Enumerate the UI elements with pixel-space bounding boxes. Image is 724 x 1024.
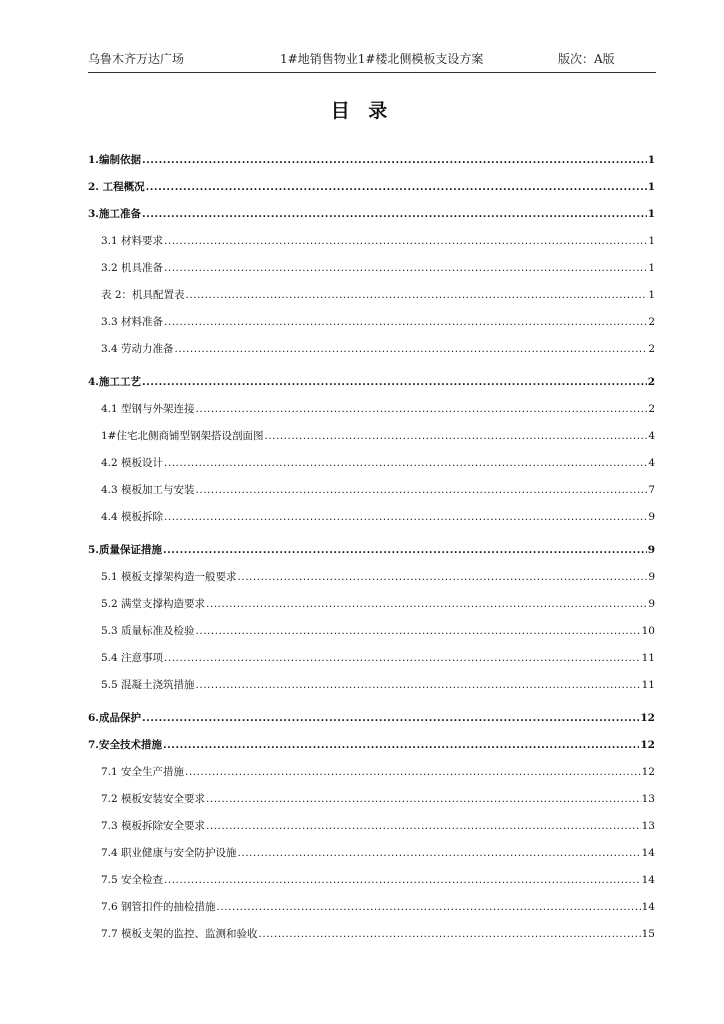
toc-leader bbox=[238, 846, 641, 860]
toc-entry-page: 1 bbox=[647, 154, 655, 166]
toc-entry-label: 3.4 劳动力准备 bbox=[101, 343, 174, 355]
toc-entry-label: 4.2 模板设计 bbox=[101, 457, 164, 469]
toc-entry[interactable] bbox=[88, 416, 655, 443]
header-doc-title: 1#地销售物业1#楼北侧模板支设方案 bbox=[280, 52, 484, 66]
toc-leader bbox=[164, 234, 647, 248]
toc-leader bbox=[259, 927, 641, 941]
page-header bbox=[88, 50, 656, 73]
toc-entry-page: 1 bbox=[647, 181, 655, 193]
toc-entry[interactable] bbox=[88, 665, 655, 692]
toc-leader bbox=[164, 261, 647, 275]
toc-entry-page: 11 bbox=[641, 679, 655, 691]
toc-entry-label: 4.1 型钢与外架连接 bbox=[101, 403, 195, 415]
toc-entry-page: 2 bbox=[648, 403, 655, 415]
table-of-contents bbox=[88, 140, 655, 941]
toc-entry-label: 7.6 钢管扣件的抽检措施 bbox=[101, 901, 216, 913]
toc-entry[interactable] bbox=[88, 833, 655, 860]
toc-entry-page: 12 bbox=[641, 766, 655, 778]
toc-entry-page: 4 bbox=[648, 457, 655, 469]
toc-leader bbox=[146, 180, 647, 194]
toc-entry-page: 1 bbox=[647, 208, 655, 220]
toc-entry-page: 9 bbox=[647, 544, 655, 556]
toc-entry-page: 1 bbox=[648, 289, 655, 301]
toc-leader bbox=[185, 765, 641, 779]
toc-entry[interactable] bbox=[88, 860, 655, 887]
toc-entry[interactable] bbox=[88, 497, 655, 524]
toc-entry-label: 5.2 满堂支撑构造要求 bbox=[101, 598, 206, 610]
toc-leader bbox=[175, 342, 648, 356]
toc-entry[interactable] bbox=[88, 752, 655, 779]
toc-entry-label: 3.1 材料要求 bbox=[101, 235, 164, 247]
toc-leader bbox=[164, 456, 647, 470]
toc-entry[interactable] bbox=[88, 221, 655, 248]
toc-leader bbox=[163, 738, 639, 752]
toc-entry-label: 2. 工程概况 bbox=[88, 181, 145, 193]
toc-entry-page: 12 bbox=[640, 739, 655, 751]
toc-entry[interactable] bbox=[88, 302, 655, 329]
toc-entry-label: 7.1 安全生产措施 bbox=[101, 766, 185, 778]
toc-entry[interactable] bbox=[88, 470, 655, 497]
toc-entry[interactable] bbox=[88, 914, 655, 941]
toc-entry-label: 3.2 机具准备 bbox=[101, 262, 164, 274]
toc-leader bbox=[196, 678, 641, 692]
toc-entry-label: 4.施工工艺 bbox=[88, 376, 141, 388]
toc-entry-label: 7.安全技术措施 bbox=[88, 739, 162, 751]
toc-entry-label: 5.5 混凝土浇筑措施 bbox=[101, 679, 195, 691]
toc-leader bbox=[217, 900, 641, 914]
toc-leader bbox=[142, 375, 647, 389]
toc-entry-label: 5.4 注意事项 bbox=[101, 652, 164, 664]
toc-entry-label: 4.4 模板拆除 bbox=[101, 511, 164, 523]
toc-entry[interactable] bbox=[88, 329, 655, 356]
toc-entry-label: 表 2：机具配置表 bbox=[101, 289, 185, 301]
toc-entry-page: 1 bbox=[648, 262, 655, 274]
toc-entry-label: 5.1 模板支撑架构造一般要求 bbox=[101, 571, 237, 583]
toc-leader bbox=[164, 873, 641, 887]
toc-leader bbox=[206, 819, 641, 833]
toc-entry-page: 13 bbox=[641, 793, 655, 805]
toc-leader bbox=[186, 288, 648, 302]
toc-entry-page: 12 bbox=[640, 712, 655, 724]
toc-leader bbox=[206, 792, 641, 806]
toc-entry[interactable] bbox=[88, 530, 655, 557]
toc-entry-page: 9 bbox=[648, 598, 655, 610]
toc-entry[interactable] bbox=[88, 557, 655, 584]
toc-entry[interactable] bbox=[88, 725, 655, 752]
toc-entry[interactable] bbox=[88, 389, 655, 416]
toc-leader bbox=[196, 402, 648, 416]
toc-entry-page: 14 bbox=[641, 874, 655, 886]
header-project: 乌鲁木齐万达广场 bbox=[88, 52, 185, 66]
toc-entry-page: 1 bbox=[648, 235, 655, 247]
toc-entry[interactable] bbox=[88, 167, 655, 194]
toc-leader bbox=[206, 597, 647, 611]
toc-entry-page: 7 bbox=[648, 484, 655, 496]
toc-leader bbox=[238, 570, 648, 584]
toc-entry[interactable] bbox=[88, 248, 655, 275]
toc-entry-label: 3.施工准备 bbox=[88, 208, 141, 220]
toc-entry-page: 13 bbox=[641, 820, 655, 832]
toc-entry-page: 2 bbox=[647, 376, 655, 388]
toc-entry-label: 7.2 模板安装安全要求 bbox=[101, 793, 206, 805]
toc-entry-label: 7.7 模板支架的监控、监测和验收 bbox=[101, 928, 258, 940]
toc-leader bbox=[164, 510, 647, 524]
toc-entry-label: 7.3 模板拆除安全要求 bbox=[101, 820, 206, 832]
toc-entry-page: 2 bbox=[648, 343, 655, 355]
toc-entry-label: 4.3 模板加工与安装 bbox=[101, 484, 195, 496]
toc-leader bbox=[164, 315, 647, 329]
toc-entry-label: 7.4 职业健康与安全防护设施 bbox=[101, 847, 237, 859]
toc-title: 目 录 bbox=[330, 100, 394, 122]
toc-leader bbox=[196, 483, 648, 497]
toc-entry-page: 9 bbox=[648, 511, 655, 523]
toc-leader bbox=[164, 651, 641, 665]
toc-entry-label: 1#住宅北侧商铺型钢架搭设剖面图 bbox=[101, 430, 264, 442]
header-version: 版次：A版 bbox=[558, 52, 615, 66]
toc-entry-page: 14 bbox=[641, 847, 655, 859]
toc-entry[interactable] bbox=[88, 638, 655, 665]
toc-leader bbox=[142, 207, 647, 221]
toc-entry-page: 11 bbox=[641, 652, 655, 664]
toc-entry[interactable] bbox=[88, 362, 655, 389]
toc-entry-label: 5.3 质量标准及检验 bbox=[101, 625, 195, 637]
toc-entry-page: 2 bbox=[648, 316, 655, 328]
toc-entry[interactable] bbox=[88, 140, 655, 167]
toc-leader bbox=[264, 429, 647, 443]
toc-entry-label: 6.成品保护 bbox=[88, 712, 141, 724]
toc-entry[interactable] bbox=[88, 698, 655, 725]
toc-entry-page: 14 bbox=[641, 901, 655, 913]
toc-entry-label: 1.编制依据 bbox=[88, 154, 141, 166]
toc-entry[interactable] bbox=[88, 443, 655, 470]
toc-entry-page: 10 bbox=[641, 625, 655, 637]
toc-entry[interactable] bbox=[88, 194, 655, 221]
toc-entry[interactable] bbox=[88, 887, 655, 914]
toc-entry-page: 15 bbox=[641, 928, 655, 940]
toc-leader bbox=[196, 624, 641, 638]
toc-entry-page: 9 bbox=[648, 571, 655, 583]
toc-entry-label: 3.3 材料准备 bbox=[101, 316, 164, 328]
toc-entry[interactable] bbox=[88, 779, 655, 806]
toc-leader bbox=[142, 153, 647, 167]
toc-entry[interactable] bbox=[88, 806, 655, 833]
toc-entry[interactable] bbox=[88, 275, 655, 302]
toc-entry[interactable] bbox=[88, 611, 655, 638]
toc-entry-page: 4 bbox=[648, 430, 655, 442]
toc-entry[interactable] bbox=[88, 584, 655, 611]
toc-entry-label: 5.质量保证措施 bbox=[88, 544, 162, 556]
toc-leader bbox=[163, 543, 647, 557]
toc-entry-label: 7.5 安全检查 bbox=[101, 874, 164, 886]
toc-leader bbox=[142, 711, 639, 725]
